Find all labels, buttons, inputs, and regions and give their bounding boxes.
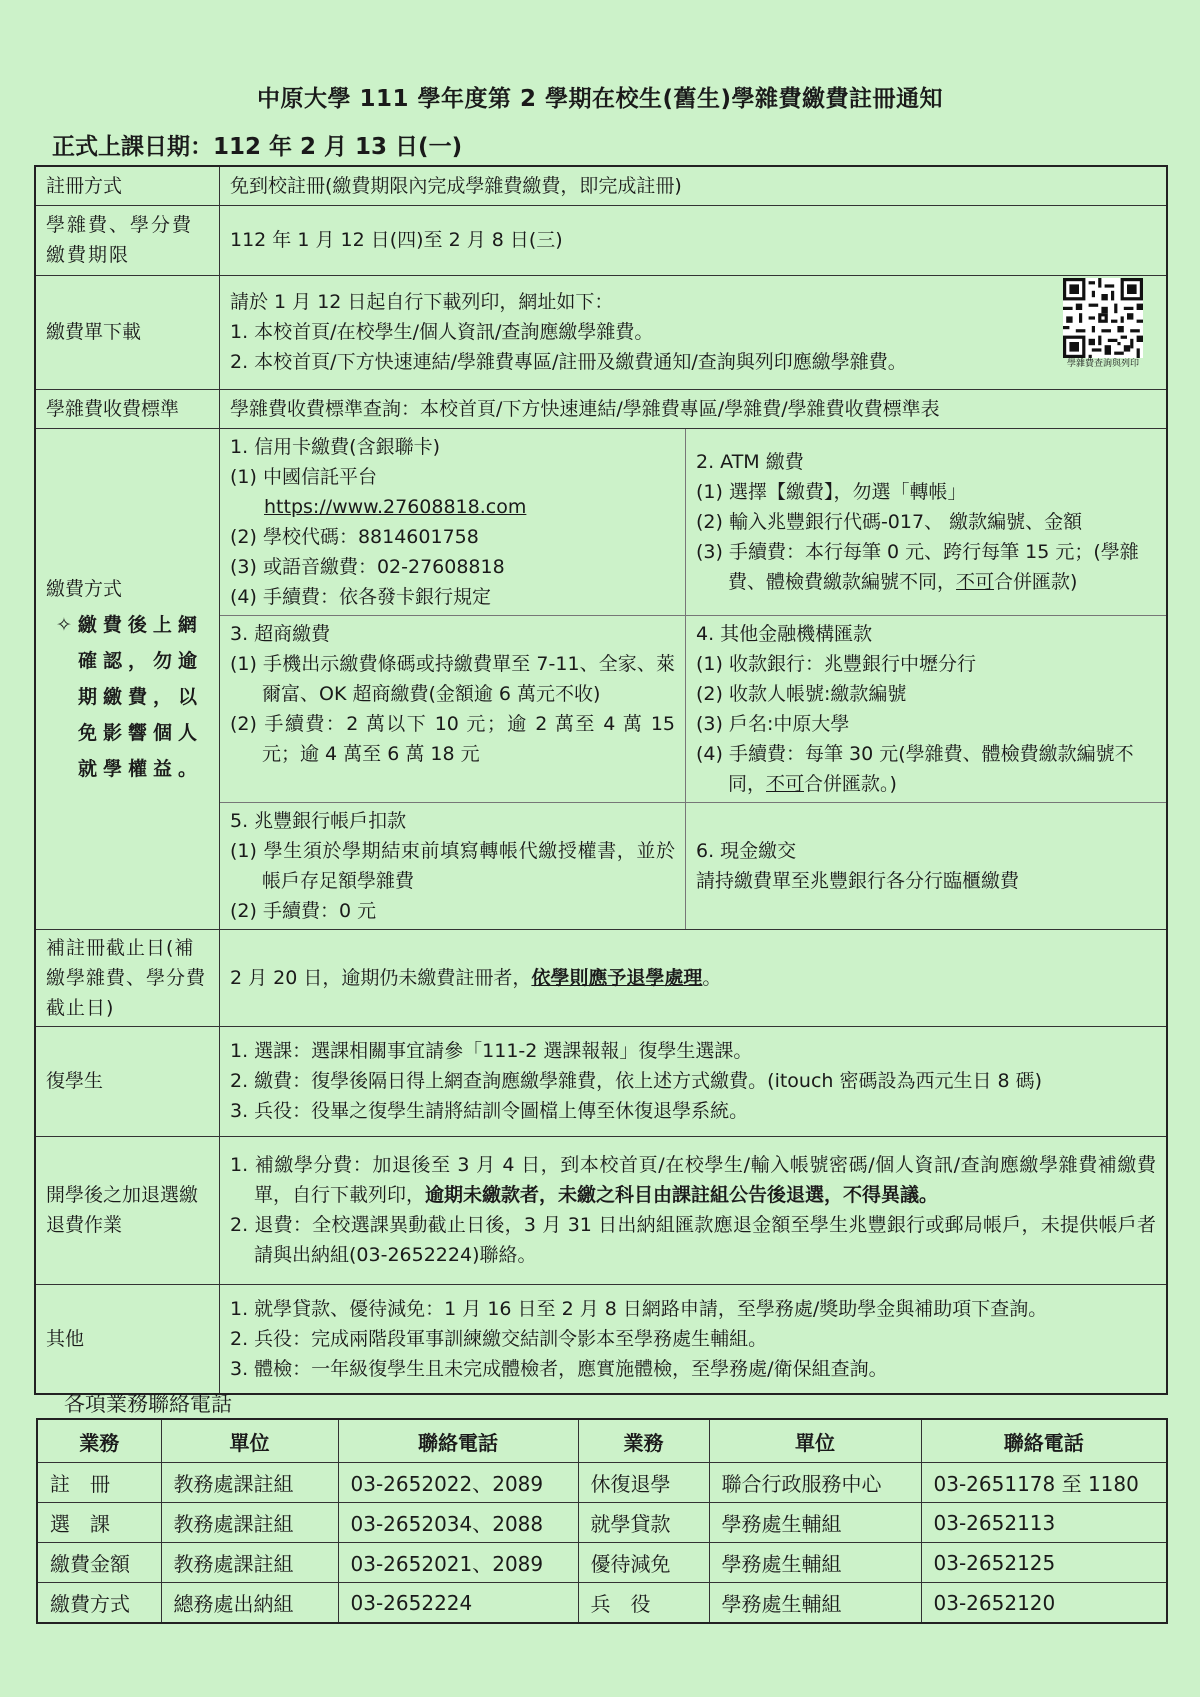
download-label: 繳費單下載 [35,275,220,389]
credit-l1: (1) 中國信託平台 [230,465,377,488]
start-date: 正式上課日期：112 年 2 月 13 日(一) [52,134,463,160]
remit-l4-u: 不可 [766,772,805,795]
reinstate-row [35,1026,1167,1136]
contacts-header-row [37,1419,1167,1463]
table-row [37,1543,1167,1583]
reinstate-line-0: 1. 選課：選課相關事宜請參「111-2 選課報報」復學生選課。 [230,1040,753,1062]
addrop-content [220,1136,1168,1284]
qr-code-icon[interactable] [1063,278,1143,358]
contact-cell: 繳費方式 [37,1583,161,1624]
store-block [220,615,686,802]
other-content [220,1284,1168,1394]
store-title: 3. 超商繳費 [230,622,331,645]
table-row [37,1583,1167,1624]
deadline-value: 112 年 1 月 12 日(四)至 2 月 8 日(三) [220,205,1168,275]
late-content [220,929,1168,1026]
contacts-header-cell: 業務 [578,1419,709,1463]
remit-l2: (2) 收款人帳號:繳款編號 [696,682,907,705]
deadline-label: 學雜費、學分費繳費期限 [35,205,220,275]
contacts-header-cell: 業務 [37,1419,161,1463]
download-row [35,275,1167,389]
payment-grid-row-2 [220,615,1166,802]
standard-row [35,389,1167,428]
payment-row [35,428,1167,929]
late-row [35,929,1167,1026]
late-bold: 依學則應予退學處理 [531,966,703,989]
contact-cell: 聯合行政服務中心 [709,1463,921,1503]
download-content [220,275,1168,389]
standard-label: 學雜費收費標準 [35,389,220,428]
addrop-l1-a: 1. 補繳學分費：加退後至 3 月 4 日，到本校首頁/在校學生/輸入帳號密碼/個人資訊/查詢應繳學雜費補繳費單，自行下載列印， [230,1154,1156,1206]
contact-cell: 03-2652021、2089 [338,1543,578,1583]
contact-cell: 優待減免 [578,1543,709,1583]
store-l2: (2) 手續費：2 萬以下 10 元；逾 2 萬至 4 萬 15 元；逾 4 萬至 6 萬 18 元 [230,712,675,765]
download-line-2: 2. 本校首頁/下方快速連結/學雜費專區/註冊及繳費通知/查詢與列印應繳學雜費。 [230,351,907,373]
contacts-header-cell: 單位 [161,1419,338,1463]
qr-code-block[interactable] [1058,278,1148,370]
contacts-heading: 各項業務聯絡電話 [64,1392,232,1416]
reinstate-line-2: 3. 兵役：役畢之復學生請將結訓令圖檔上傳至休復退學系統。 [230,1100,749,1122]
atm-l1: (1) 選擇【繳費】，勿選「轉帳」 [696,480,967,503]
contact-cell: 教務處課註組 [161,1463,338,1503]
table-row [37,1463,1167,1503]
atm-title: 2. ATM 繳費 [696,450,804,473]
download-line-1: 1. 本校首頁/在校學生/個人資訊/查詢應繳學雜費。 [230,321,654,343]
debit-l2: (2) 手續費：0 元 [230,899,377,922]
cash-block [686,802,1167,929]
registration-row [35,166,1167,205]
contact-cell: 03-2652022、2089 [338,1463,578,1503]
contact-cell: 03-2652120 [921,1583,1167,1624]
addrop-l2: 2. 退費：全校選課異動截止日後，3 月 31 日出納組匯款應退金額至學生兆豐銀行或郵局帳戶，未提供帳戶者請與出納組(03-2652224)聯絡。 [230,1214,1156,1266]
atm-l3 [696,537,1156,597]
credit-l4: (4) 手續費：依各發卡銀行規定 [230,585,491,608]
payment-grid [220,429,1166,929]
debit-block [220,802,686,929]
contact-cell: 就學貸款 [578,1503,709,1543]
remit-block [686,615,1167,802]
addrop-label: 開學後之加退選繳退費作業 [35,1136,220,1284]
download-line-0: 請於 1 月 12 日起自行下載列印，網址如下： [230,291,614,313]
payment-label: 繳費方式 [46,577,123,600]
late-label: 補註冊截止日(補繳學雜費、學分費截止日) [35,929,220,1026]
reinstate-content [220,1026,1168,1136]
deadline-row [35,205,1167,275]
contact-cell: 繳費金額 [37,1543,161,1583]
remit-l4-a: (4) 手續費：每筆 30 元(學雜費、體檢費繳款編號不同， [696,742,1134,795]
remit-l1: (1) 收款銀行：兆豐銀行中壢分行 [696,652,976,675]
reinstate-line-1: 2. 繳費：復學後隔日得上網查詢應繳學雜費，依上述方式繳費。(itouch 密碼設為西元生日 8 碼) [230,1070,1043,1092]
cash-l1: 請持繳費單至兆豐銀行各分行臨櫃繳費 [696,869,1020,892]
payment-note: ✧繳費後上網確認，勿逾期繳費，以免影響個人就學權益。 [56,613,204,780]
other-line-0: 1. 就學貸款、優待減免：1 月 16 日至 2 月 8 日網路申請，至學務處/獎助學金與補助項下查詢。 [230,1297,1048,1320]
credit-card-block [220,429,686,616]
contacts-header-cell: 聯絡電話 [338,1419,578,1463]
registration-label: 註冊方式 [35,166,220,205]
addrop-row [35,1136,1167,1284]
table-row [37,1503,1167,1543]
page-title: 中原大學 111 學年度第 2 學期在校生(舊生)學雜費繳費註冊通知 [256,86,944,112]
contact-cell: 03-2652224 [338,1583,578,1624]
payment-label-cell [35,428,220,929]
remit-title: 4. 其他金融機構匯款 [696,622,873,645]
addrop-l1 [230,1150,1156,1210]
atm-l3-u: 不可 [956,570,995,593]
contact-cell: 03-2652113 [921,1503,1167,1543]
payment-grid-row-3 [220,802,1166,929]
other-label: 其他 [35,1284,220,1394]
contact-cell: 03-2652125 [921,1543,1167,1583]
contact-cell: 03-2651178 至 1180 [921,1463,1167,1503]
atm-l3-a: (3) 手續費：本行每筆 0 元、跨行每筆 15 元；(學雜費、體檢費繳款編號不同， [696,540,1139,593]
contact-cell: 兵 役 [578,1583,709,1624]
contact-cell: 學務處生輔組 [709,1583,921,1624]
qr-caption: 學雜費查詢與列印 [1066,358,1139,369]
contact-cell: 教務處課註組 [161,1503,338,1543]
contact-cell: 學務處生輔組 [709,1503,921,1543]
contact-cell: 選 課 [37,1503,161,1543]
cash-title: 6. 現金繳交 [696,839,797,862]
contact-cell: 學務處生輔組 [709,1543,921,1583]
contact-cell: 03-2652034、2088 [338,1503,578,1543]
atm-l2: (2) 輸入兆豐銀行代碼-017、 繳款編號、金額 [696,510,1083,533]
payment-methods [220,428,1168,929]
store-l1: (1) 手機出示繳費條碼或持繳費單至 7-11、全家、萊爾富、OK 超商繳費(金額逾 6 萬元不收) [230,652,675,705]
remit-l3: (3) 戶名:中原大學 [696,712,850,735]
registration-value: 免到校註冊(繳費期限內完成學雜費繳費，即完成註冊) [220,166,1168,205]
payment-grid-row-1 [220,429,1166,616]
contacts-header-cell: 聯絡電話 [921,1419,1167,1463]
credit-l3: (3) 或語音繳費：02-27608818 [230,555,505,578]
late-text: 2 月 20 日，逾期仍未繳費註冊者， [230,966,532,989]
debit-title: 5. 兆豐銀行帳戶扣款 [230,809,407,832]
contact-cell: 註 冊 [37,1463,161,1503]
atm-l3-b: 合併匯款) [994,570,1078,593]
standard-value: 學雜費收費標準查詢：本校首頁/下方快速連結/學雜費專區/學雜費/學雜費收費標準表 [220,389,1168,428]
notice-table [34,165,1168,1395]
other-line-2: 3. 體檢：一年級復學生且未完成體檢者，應實施體檢，至學務處/衛保組查詢。 [230,1357,888,1380]
atm-block [686,429,1167,616]
contact-cell: 教務處課註組 [161,1543,338,1583]
remit-l4-b: 合併匯款。) [804,772,897,795]
other-line-1: 2. 兵役：完成兩階段軍事訓練繳交結訓令影本至學務處生輔組。 [230,1327,768,1350]
contacts-header-cell: 單位 [709,1419,921,1463]
credit-l2: (2) 學校代碼：8814601758 [230,525,479,548]
contact-cell: 休復退學 [578,1463,709,1503]
credit-url-link[interactable]: https://www.27608818.com [264,495,527,518]
debit-l1: (1) 學生須於學期結束前填寫轉帳代繳授權書，並於帳戶存足額學雜費 [230,839,675,892]
contact-cell: 總務處出納組 [161,1583,338,1624]
addrop-l1-b: 逾期未繳款者，未繳之科目由課註組公告後退選，不得異議。 [425,1184,939,1206]
reinstate-label: 復學生 [35,1026,220,1136]
late-end: 。 [702,966,722,989]
credit-title: 1. 信用卡繳費(含銀聯卡) [230,435,440,458]
contacts-table [36,1418,1168,1624]
remit-l4 [696,739,1156,799]
other-row [35,1284,1167,1394]
